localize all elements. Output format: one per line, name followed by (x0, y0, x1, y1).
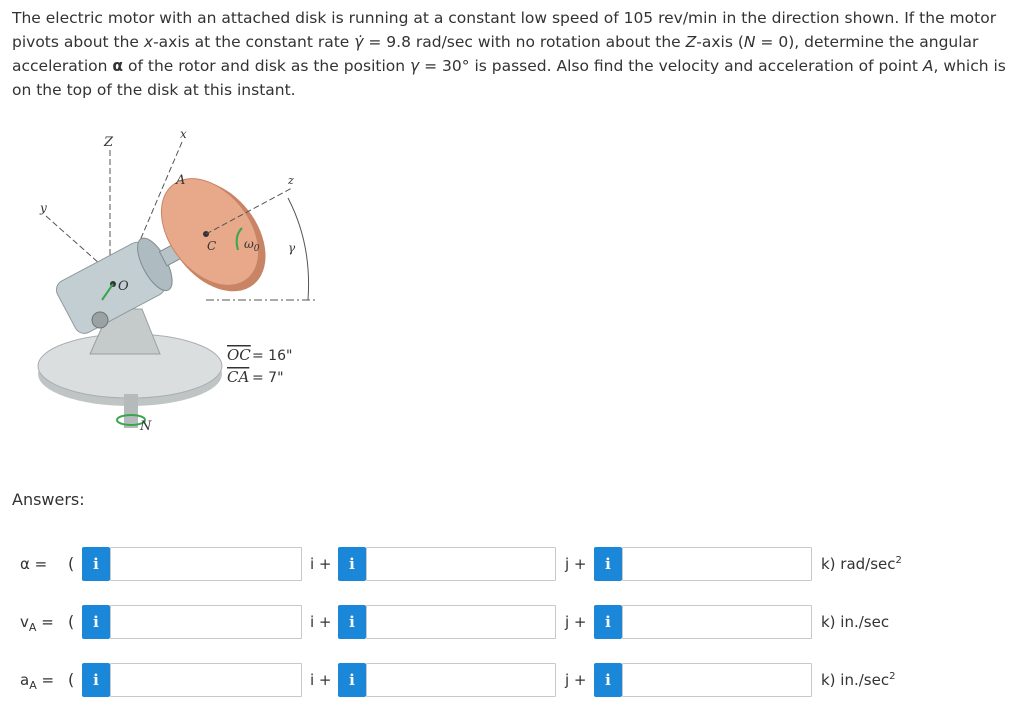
acceleration-k-input[interactable] (622, 663, 812, 697)
open-paren: ( (68, 554, 75, 573)
problem-text: -axis at the constant rate (153, 33, 355, 51)
info-icon[interactable]: i (594, 663, 622, 697)
i-unit-label: i + (310, 613, 332, 631)
label-N: N (140, 419, 152, 434)
ca-value: = 7" (252, 370, 284, 386)
open-paren: ( (68, 612, 75, 631)
info-icon[interactable]: i (82, 663, 110, 697)
problem-text: -axis ( (696, 33, 744, 51)
row-label-alpha: α = (20, 555, 48, 573)
problem-var: Z (685, 33, 697, 51)
label-gamma: γ (288, 241, 296, 255)
i-unit-label: i + (310, 671, 332, 689)
motor-disk-diagram (30, 124, 336, 460)
info-icon[interactable]: i (594, 605, 622, 639)
label-C: C (207, 239, 217, 253)
info-icon[interactable]: i (82, 547, 110, 581)
info-icon[interactable]: i (594, 547, 622, 581)
problem-text: The electric motor with an attached disk is running at a constant low speed of 105 rev/min in the direction shown. If the motor pivots about the (12, 9, 997, 51)
label-Z: Z (104, 135, 114, 150)
alpha-k-input[interactable] (622, 547, 812, 581)
problem-text: = 30° is passed. Also find the velocity and acceleration of point (419, 57, 923, 75)
i-unit-label: i + (310, 555, 332, 573)
row-label-acceleration: $a_A$ = (20, 671, 55, 692)
answer-row-acceleration (0, 661, 1024, 699)
label-x: x (180, 127, 187, 141)
acceleration-unit: k) $in./\sec^2$ (821, 671, 896, 689)
velocity-j-input[interactable] (366, 605, 556, 639)
pivot-bolt (92, 312, 108, 328)
answers-heading: Answers: (12, 490, 85, 509)
acceleration-i-input[interactable] (110, 663, 302, 697)
info-icon[interactable]: i (338, 663, 366, 697)
answer-row-alpha (0, 545, 1024, 583)
problem-var: x (143, 33, 154, 51)
problem-text: = 9.8 rad/sec with no rotation about the (363, 33, 686, 51)
y-axis-line (46, 216, 100, 264)
j-unit-label: j + (565, 613, 587, 631)
j-unit-label: j + (565, 671, 587, 689)
problem-text: , which is on the top of the disk at this instant. (12, 57, 1006, 99)
answer-row-velocity (0, 603, 1024, 641)
oc-label: OC (227, 346, 251, 364)
label-A: A (176, 173, 186, 188)
velocity-i-input[interactable] (110, 605, 302, 639)
open-paren: ( (68, 670, 75, 689)
base-shaft (124, 394, 138, 428)
problem-var: N (743, 33, 756, 51)
alpha-j-input[interactable] (366, 547, 556, 581)
problem-var: γ̇ (354, 33, 364, 51)
problem-var: A (922, 57, 934, 75)
row-label-velocity: $v_A$ = (20, 613, 54, 634)
j-unit-label: j + (565, 555, 587, 573)
velocity-unit: k) in./sec (821, 613, 890, 631)
oc-value: = 16" (252, 348, 293, 364)
problem-text: = 0), determine the angular acceleration (12, 33, 979, 75)
label-O: O (118, 279, 129, 294)
problem-var: α (112, 57, 124, 75)
label-z: z (288, 174, 294, 187)
alpha-unit: k) rad/$\sec^2$ (821, 555, 902, 573)
info-icon[interactable]: i (338, 547, 366, 581)
acceleration-j-input[interactable] (366, 663, 556, 697)
problem-statement (12, 6, 1012, 102)
alpha-i-input[interactable] (110, 547, 302, 581)
problem-var: γ (410, 57, 420, 75)
info-icon[interactable]: i (82, 605, 110, 639)
label-y: y (40, 201, 47, 215)
velocity-k-input[interactable] (622, 605, 812, 639)
info-icon[interactable]: i (338, 605, 366, 639)
label-omega: $\omega_0$ (244, 237, 260, 254)
motor-disk-figure (30, 124, 336, 460)
ca-label: CA (227, 368, 250, 386)
problem-text: of the rotor and disk as the position (123, 57, 411, 75)
